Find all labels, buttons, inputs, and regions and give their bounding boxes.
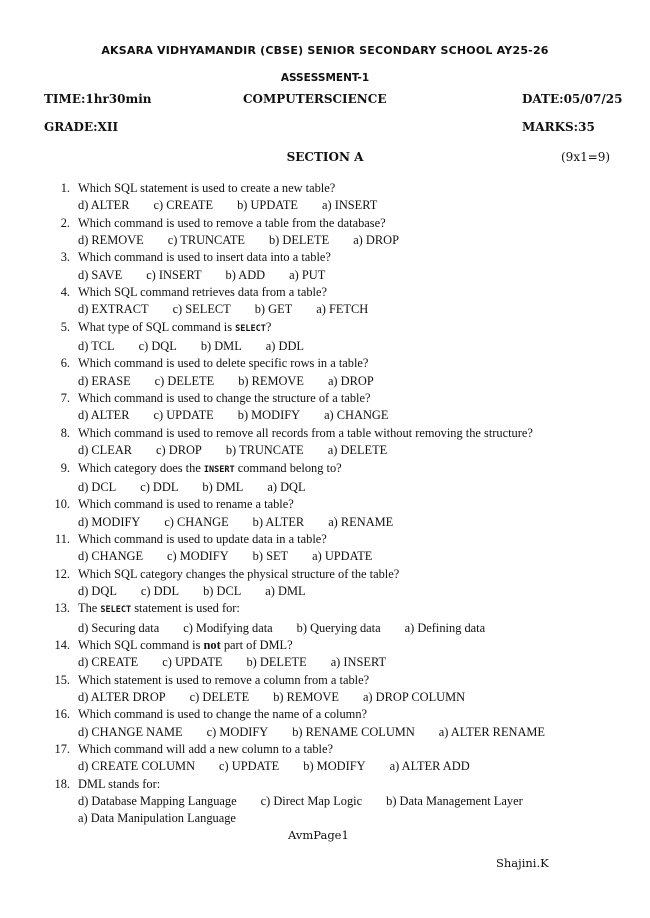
- question-text: [48, 460, 623, 479]
- question-number: 7.: [60, 391, 70, 406]
- question-item: [48, 741, 623, 776]
- option-c: c) INSERT: [146, 267, 202, 282]
- option-d: d) REMOVE: [78, 233, 144, 248]
- question-number: 12.: [54, 566, 70, 581]
- option-b: b) DCL: [203, 583, 242, 598]
- option-c: c) DROP: [156, 443, 202, 458]
- question-number: 6.: [60, 356, 70, 371]
- option-c: c) DDL: [140, 479, 179, 494]
- option-d: d) ERASE: [78, 373, 131, 388]
- question-stem: Which command is used to rename a table?: [78, 497, 294, 512]
- option-a: a) INSERT: [330, 655, 387, 670]
- option-c: c) DELETE: [154, 373, 215, 388]
- question-item: [48, 637, 623, 672]
- question-item: [48, 600, 623, 637]
- option-d: d) CREATE COLUMN: [78, 759, 196, 774]
- question-item: [48, 284, 623, 319]
- question-item: [48, 249, 623, 284]
- option-c: c) Modifying data: [183, 620, 273, 635]
- option-c: c) MODIFY: [206, 724, 269, 739]
- question-text: [48, 531, 623, 548]
- question-number: 8.: [60, 425, 70, 440]
- question-item: [48, 496, 623, 531]
- option-d: d) DCL: [78, 479, 117, 494]
- question-options: [48, 197, 623, 214]
- question-number: 18.: [54, 776, 70, 791]
- option-d: d) EXTRACT: [78, 302, 149, 317]
- option-b: b) GET: [254, 302, 293, 317]
- question-item: [48, 460, 623, 497]
- question-options: [48, 548, 623, 565]
- question-number: 1.: [60, 181, 70, 195]
- exam-date: DATE:05/07/25: [522, 92, 623, 106]
- question-item: [48, 390, 623, 425]
- question-options: [48, 479, 623, 496]
- question-options: [48, 514, 623, 531]
- emphasis-word: not: [203, 637, 221, 652]
- option-c: c) UPDATE: [153, 408, 214, 423]
- question-item: [48, 706, 623, 741]
- question-number: 15.: [54, 672, 70, 687]
- question-text: [48, 180, 623, 197]
- option-b: b) TRUNCATE: [225, 443, 304, 458]
- option-a: a) Data Manipulation Language: [78, 811, 236, 826]
- option-a: a) DML: [265, 583, 306, 598]
- assessment-title: ASSESSMENT-1: [280, 72, 370, 84]
- question-options: [48, 583, 623, 600]
- option-c: c) CREATE: [153, 198, 214, 213]
- option-a: a) UPDATE: [312, 549, 373, 564]
- question-text: [48, 425, 623, 442]
- question-options: [48, 724, 623, 741]
- question-number: 14.: [54, 637, 70, 652]
- option-b: b) MODIFY: [237, 408, 301, 423]
- question-text: [48, 284, 623, 301]
- question-options: [48, 407, 623, 424]
- question-text: [48, 600, 623, 619]
- option-d: d) Database Mapping Language: [78, 794, 237, 809]
- question-number: 9.: [60, 460, 70, 475]
- page-footer: AvmPage1: [288, 828, 349, 842]
- question-options: [48, 620, 623, 637]
- option-d: d) MODIFY: [78, 514, 141, 529]
- question-item: [48, 319, 623, 356]
- question-item: [48, 531, 623, 566]
- question-stem: Which command is used to insert data into a table?: [78, 250, 331, 265]
- question-number: 10.: [54, 497, 70, 512]
- option-a: a) INSERT: [321, 198, 378, 213]
- question-options: [48, 373, 623, 390]
- question-stem: The: [78, 601, 101, 616]
- question-options: [48, 793, 623, 828]
- sql-keyword: SELECT: [235, 323, 266, 334]
- question-stem: Which SQL command retrieves data from a table?: [78, 285, 327, 300]
- option-a: a) CHANGE: [324, 408, 389, 423]
- option-a: a) RENAME: [328, 514, 394, 529]
- option-c: c) Direct Map Logic: [260, 794, 363, 809]
- option-a: a) DDL: [265, 339, 304, 354]
- question-item: [48, 776, 623, 828]
- option-c: c) MODIFY: [167, 549, 229, 564]
- option-a: a) FETCH: [316, 302, 369, 317]
- exam-marks: MARKS:35: [522, 120, 595, 134]
- exam-subject: COMPUTERSCIENCE: [243, 92, 387, 106]
- sql-keyword: SELECT: [100, 605, 132, 616]
- question-number: 4.: [60, 285, 70, 300]
- option-d: d) ALTER: [78, 408, 130, 423]
- question-stem: Which command is used to remove all records from a table without removing the structure?: [78, 425, 533, 440]
- exam-grade: GRADE:XII: [44, 120, 119, 134]
- question-number: 17.: [54, 742, 70, 756]
- option-c: c) UPDATE: [219, 759, 280, 774]
- question-number: 3.: [60, 250, 70, 265]
- option-b: b) REMOVE: [273, 689, 339, 704]
- option-a: a) ALTER RENAME: [438, 724, 545, 739]
- question-text: [48, 706, 623, 723]
- question-stem: Which SQL statement is used to create a new table?: [78, 181, 336, 195]
- question-stem: DML stands for:: [78, 776, 161, 791]
- question-text: [48, 776, 623, 793]
- sql-keyword: INSERT: [203, 464, 235, 475]
- question-number: 5.: [60, 319, 70, 334]
- option-b: b) REMOVE: [238, 373, 304, 388]
- option-b: b) Data Management Layer: [386, 794, 523, 809]
- question-text: [48, 741, 623, 758]
- question-stem: Which command will add a new column to a table?: [78, 742, 333, 756]
- question-stem-end: part of DML?: [220, 637, 293, 652]
- question-stem: Which category does the: [78, 460, 204, 475]
- option-a: a) ALTER ADD: [389, 759, 470, 774]
- option-b: b) DELETE: [246, 655, 307, 670]
- option-c: c) DDL: [140, 583, 180, 598]
- question-options: [48, 267, 623, 284]
- option-b: b) ADD: [225, 267, 266, 282]
- option-b: b) DELETE: [268, 233, 330, 248]
- question-options: [48, 654, 623, 671]
- option-c: c) UPDATE: [162, 655, 223, 670]
- option-d: d) CREATE: [78, 655, 139, 670]
- question-text: [48, 637, 623, 654]
- question-stem: Which command is used to update data in a table?: [78, 531, 327, 546]
- option-a: a) Defining data: [404, 620, 486, 635]
- option-d: d) Securing data: [78, 620, 160, 635]
- option-d: d) CHANGE NAME: [78, 724, 183, 739]
- option-a: a) DELETE: [327, 443, 388, 458]
- option-c: c) SELECT: [172, 302, 231, 317]
- option-b: b) Querying data: [296, 620, 381, 635]
- question-number: 11.: [54, 531, 70, 546]
- option-d: d) CLEAR: [78, 443, 133, 458]
- question-item: [48, 180, 623, 215]
- option-b: b) RENAME COLUMN: [292, 724, 415, 739]
- question-item: [48, 215, 623, 250]
- question-number: 2.: [60, 215, 70, 230]
- option-d: d) SAVE: [78, 267, 123, 282]
- question-stem: Which SQL category changes the physical structure of the table?: [78, 566, 400, 581]
- option-d: d) ALTER DROP: [78, 689, 166, 704]
- exam-time: TIME:1hr30min: [44, 92, 152, 106]
- question-text: [48, 566, 623, 583]
- option-b: b) DML: [202, 479, 244, 494]
- question-item: [48, 425, 623, 460]
- school-name: AKSARA VIDHYAMANDIR (CBSE) SENIOR SECONDARY SCHOOL AY25-26: [101, 44, 549, 57]
- section-marks: (9x1=9): [561, 150, 611, 164]
- question-stem-end: statement is used for:: [131, 601, 240, 616]
- question-stem: What type of SQL command is: [78, 319, 236, 334]
- option-a: a) PUT: [289, 267, 326, 282]
- option-b: b) DML: [200, 339, 242, 354]
- question-text: [48, 496, 623, 513]
- question-text: [48, 390, 623, 407]
- question-stem: Which SQL command is: [78, 637, 204, 652]
- question-options: [48, 442, 623, 459]
- question-stem: Which command is used to remove a table from the database?: [78, 215, 386, 230]
- question-text: [48, 672, 623, 689]
- option-a: a) DROP: [327, 373, 374, 388]
- option-d: d) TCL: [78, 339, 115, 354]
- option-c: c) CHANGE: [164, 514, 229, 529]
- question-options: [48, 689, 623, 706]
- question-stem-end: command belong to?: [234, 460, 342, 475]
- question-stem: Which command is used to change the structure of a table?: [78, 391, 371, 406]
- question-options: [48, 301, 623, 318]
- question-options: [48, 338, 623, 355]
- option-b: b) SET: [252, 549, 289, 564]
- question-number: 13.: [54, 601, 70, 616]
- question-item: [48, 355, 623, 390]
- option-a: a) DROP COLUMN: [362, 689, 466, 704]
- option-c: c) DELETE: [189, 689, 250, 704]
- option-b: b) UPDATE: [237, 198, 298, 213]
- question-number: 16.: [54, 707, 70, 722]
- question-stem-end: ?: [265, 319, 272, 334]
- option-d: d) DQL: [78, 583, 117, 598]
- option-d: d) CHANGE: [78, 549, 144, 564]
- question-options: [48, 232, 623, 249]
- question-stem: Which command is used to change the name of a column?: [78, 707, 368, 722]
- question-text: [48, 249, 623, 266]
- question-text: [48, 215, 623, 232]
- question-item: [48, 566, 623, 601]
- section-title: SECTION A: [286, 150, 364, 164]
- question-list: [48, 180, 623, 828]
- option-c: c) DQL: [138, 339, 177, 354]
- question-stem: Which command is used to delete specific rows in a table?: [78, 356, 369, 371]
- question-options: [48, 758, 623, 775]
- option-c: c) TRUNCATE: [167, 233, 245, 248]
- question-text: [48, 319, 623, 338]
- author-name: Shajini.K: [496, 856, 549, 870]
- option-a: a) DQL: [267, 479, 306, 494]
- option-d: d) ALTER: [78, 198, 130, 213]
- option-b: b) ALTER: [252, 514, 305, 529]
- option-b: b) MODIFY: [303, 759, 366, 774]
- question-stem: Which statement is used to remove a column from a table?: [78, 672, 370, 687]
- option-a: a) DROP: [353, 233, 399, 248]
- question-text: [48, 355, 623, 372]
- question-item: [48, 672, 623, 707]
